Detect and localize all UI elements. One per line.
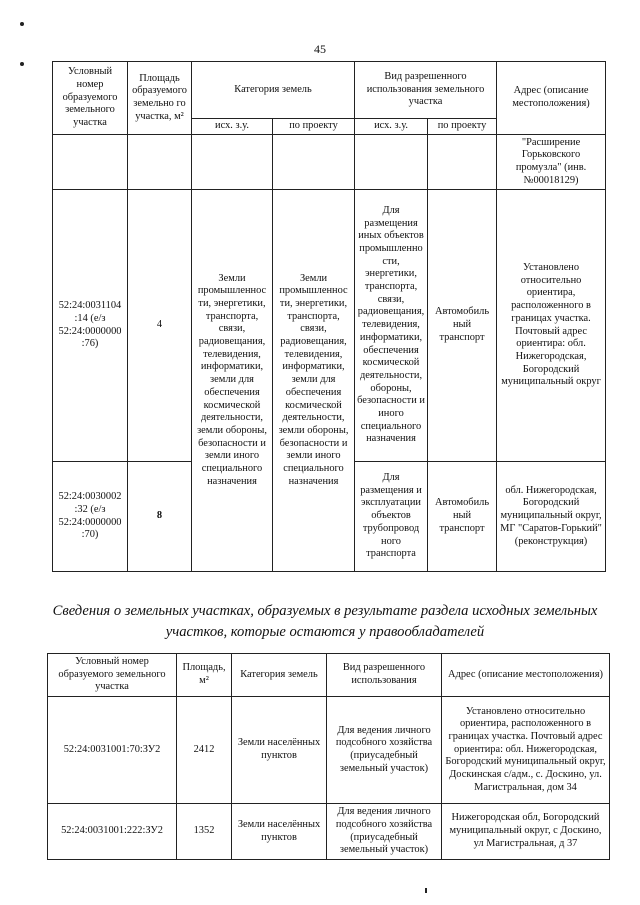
margin-mark: [20, 62, 24, 66]
header-permitted-use: Вид разрешенного использования земельного участка: [355, 62, 497, 119]
plot-area-cell: 4: [128, 190, 192, 462]
object-name-cell: "Расширение Горьковского промузла" (инв.№00018129): [497, 135, 606, 190]
land-category-cell: Земли населённых пунктов: [232, 697, 327, 804]
plot-area-cell: 8: [128, 462, 192, 572]
empty-cell: [355, 135, 428, 190]
header-plot-number: Условный номер образуемого земельного участка: [48, 654, 177, 697]
margin-mark: [20, 22, 24, 26]
plot-number-cell: 52:24:0031001:70:ЗУ2: [48, 697, 177, 804]
permitted-use-cell: Для ведения личного подсобного хозяйства (приусадебный земельный участок): [327, 697, 442, 804]
subheader-by-project: по проекту: [273, 119, 355, 135]
plot-number-cell: 52:24:0031104 :14 (е/з 52:24:0000000 :76): [53, 190, 128, 462]
section-title: Сведения о земельных участках, образуемых в результате раздела исходных земельных участков, которые остаются у правообладателей: [52, 603, 598, 641]
header-area: Площадь, м²: [177, 654, 232, 697]
permitted-use-cell: Для ведения личного подсобного хозяйства (приусадебный земельный участок): [327, 804, 442, 860]
land-plots-table: [52, 61, 606, 572]
permitted-use-source-cell: Для размещения иных объектов промышленно сти, энергетики, транспорта, связи, радиовещания, телевидения, информатики, обеспечения космической деятельности, обороны, безопасности и иного специального назначения: [355, 190, 428, 462]
header-address: Адрес (описание местоположения): [442, 654, 610, 697]
permitted-use-project-cell: Автомобиль ный транспорт: [428, 190, 497, 462]
empty-cell: [273, 135, 355, 190]
land-category-cell: Земли населённых пунктов: [232, 804, 327, 860]
header-address: Адрес (описание местоположения): [497, 62, 606, 135]
empty-cell: [128, 135, 192, 190]
empty-cell: [192, 135, 273, 190]
address-cell: Нижегородская обл, Богородский муниципальный округ, с Доскино, ул Магистральная, д 37: [442, 804, 610, 860]
land-category-source-cell: Земли промышленнос ти, энергетики, транспорта, связи, радиовещания, телевидения, информатики, земли для обеспечения космической деятельности, земли обороны, безопасности и земли иного специального назначения: [192, 190, 273, 572]
header-permitted-use: Вид разрешенного использования: [327, 654, 442, 697]
area-cell: 2412: [177, 697, 232, 804]
area-cell: 1352: [177, 804, 232, 860]
page-number: 45: [314, 42, 326, 56]
plot-number-cell: 52:24:0030002 :32 (е/з 52:24:0000000 :70): [53, 462, 128, 572]
header-plot-area: Площадь образуемого земельно го участка, м²: [128, 62, 192, 135]
remaining-plots-table: [47, 653, 610, 860]
empty-cell: [53, 135, 128, 190]
empty-cell: [428, 135, 497, 190]
address-cell: Установлено относительно ориентира, расположенного в границах участка. Почтовый адрес ориентира: обл. Нижегородская, Богородский муниципальный округ: [497, 190, 606, 462]
plot-number-cell: 52:24:0031001:222:ЗУ2: [48, 804, 177, 860]
address-cell: обл. Нижегородская, Богородский муниципальный округ, МГ "Саратов-Горький" (реконструкция): [497, 462, 606, 572]
subheader-source-plot: исх. з.у.: [355, 119, 428, 135]
permitted-use-source-cell: Для размещения и эксплуатации объектов трубопровод ного транспорта: [355, 462, 428, 572]
header-plot-number: Условный номер образуемого земельного участка: [53, 62, 128, 135]
land-category-project-cell: Земли промышленнос ти, энергетики, транспорта, связи, радиовещания, телевидения, информатики, земли для обеспечения космической деятельности, земли обороны, безопасности и земли иного специального назначения: [273, 190, 355, 572]
subheader-source-plot: исх. з.у.: [192, 119, 273, 135]
permitted-use-project-cell: Автомобиль ный транспорт: [428, 462, 497, 572]
address-cell: Установлено относительно ориентира, расположенного в границах участка. Почтовый адрес ориентира: обл. Нижегородская, Богородский муниципальный округ, Доскинская с/адм., с. Доскино, ул. Магистральная, дом 34: [442, 697, 610, 804]
scan-speck: [425, 888, 427, 893]
subheader-by-project: по проекту: [428, 119, 497, 135]
header-land-category: Категория земель: [232, 654, 327, 697]
header-land-category: Категория земель: [192, 62, 355, 119]
